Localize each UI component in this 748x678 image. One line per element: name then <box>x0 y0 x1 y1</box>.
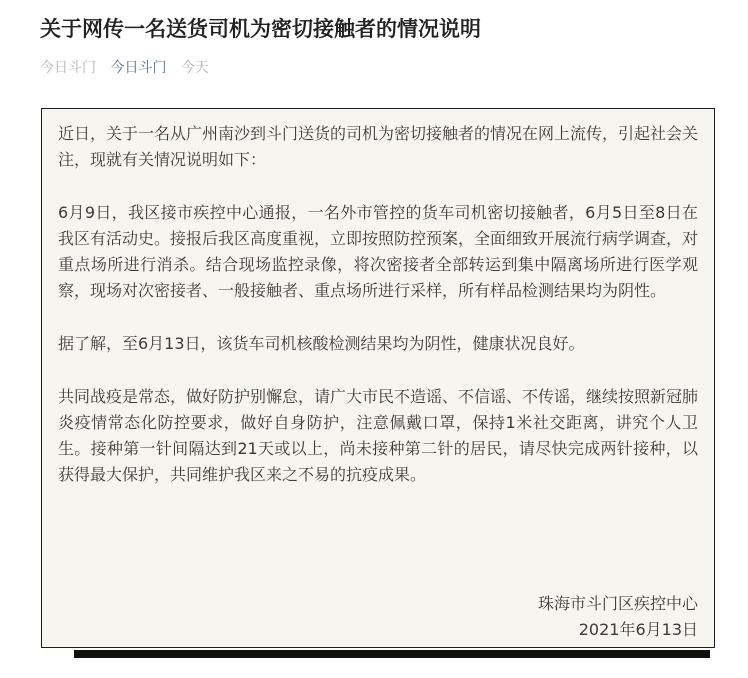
notice-signature <box>538 591 698 643</box>
signature-date: 2021年6月13日 <box>578 620 698 639</box>
notice-content <box>58 121 698 515</box>
publish-date: 今天 <box>180 60 209 76</box>
notice-paragraph-2: 6月9日，我区接市疾控中心通报，一名外市管控的货车司机密切接触者，6月5日至8日在我区有活动史。接报后我区高度重视，立即按照防控预案，全面细致开展流行病学调查，对重点场所进行消杀。结合现场监控录像，将次密接者全部转运到集中隔离场所进行医学观察，现场对次密接者、一般接触者、重点场所进行采样，所有样品检测结果均为阴性。 <box>58 203 699 300</box>
notice-paragraph-4: 共同战疫是常态，做好防护别懈怠，请广大市民不造谣、不信谣、不传谣，继续按照新冠肺炎疫情常态化防控要求，做好自身防护，注意佩戴口罩，保持1米社交距离，讲究个人卫生。接种第一针间隔达到21天或以上，尚未接种第二针的居民，请尽快完成两针接种，以获得最大保护，共同维护我区来之不易的抗疫成果。 <box>58 387 699 484</box>
notice-paragraph-3: 据了解，至6月13日，该货车司机核酸检测结果均为阴性，健康状况良好。 <box>58 334 585 353</box>
article-source: 今日斗门 <box>40 60 96 76</box>
account-name-link[interactable]: 今日斗门 <box>110 60 167 76</box>
image-bottom-bar <box>74 650 710 658</box>
notice-image <box>41 108 715 648</box>
article-meta <box>40 58 219 78</box>
notice-paragraph-1: 近日，关于一名从广州南沙到斗门送货的司机为密切接触者的情况在网上流传，引起社会关注，现就有关情况说明如下： <box>58 124 699 169</box>
article-title: 关于网传一名送货司机为密切接触者的情况说明 <box>40 17 481 41</box>
signature-organization: 珠海市斗门区疾控中心 <box>537 594 698 613</box>
